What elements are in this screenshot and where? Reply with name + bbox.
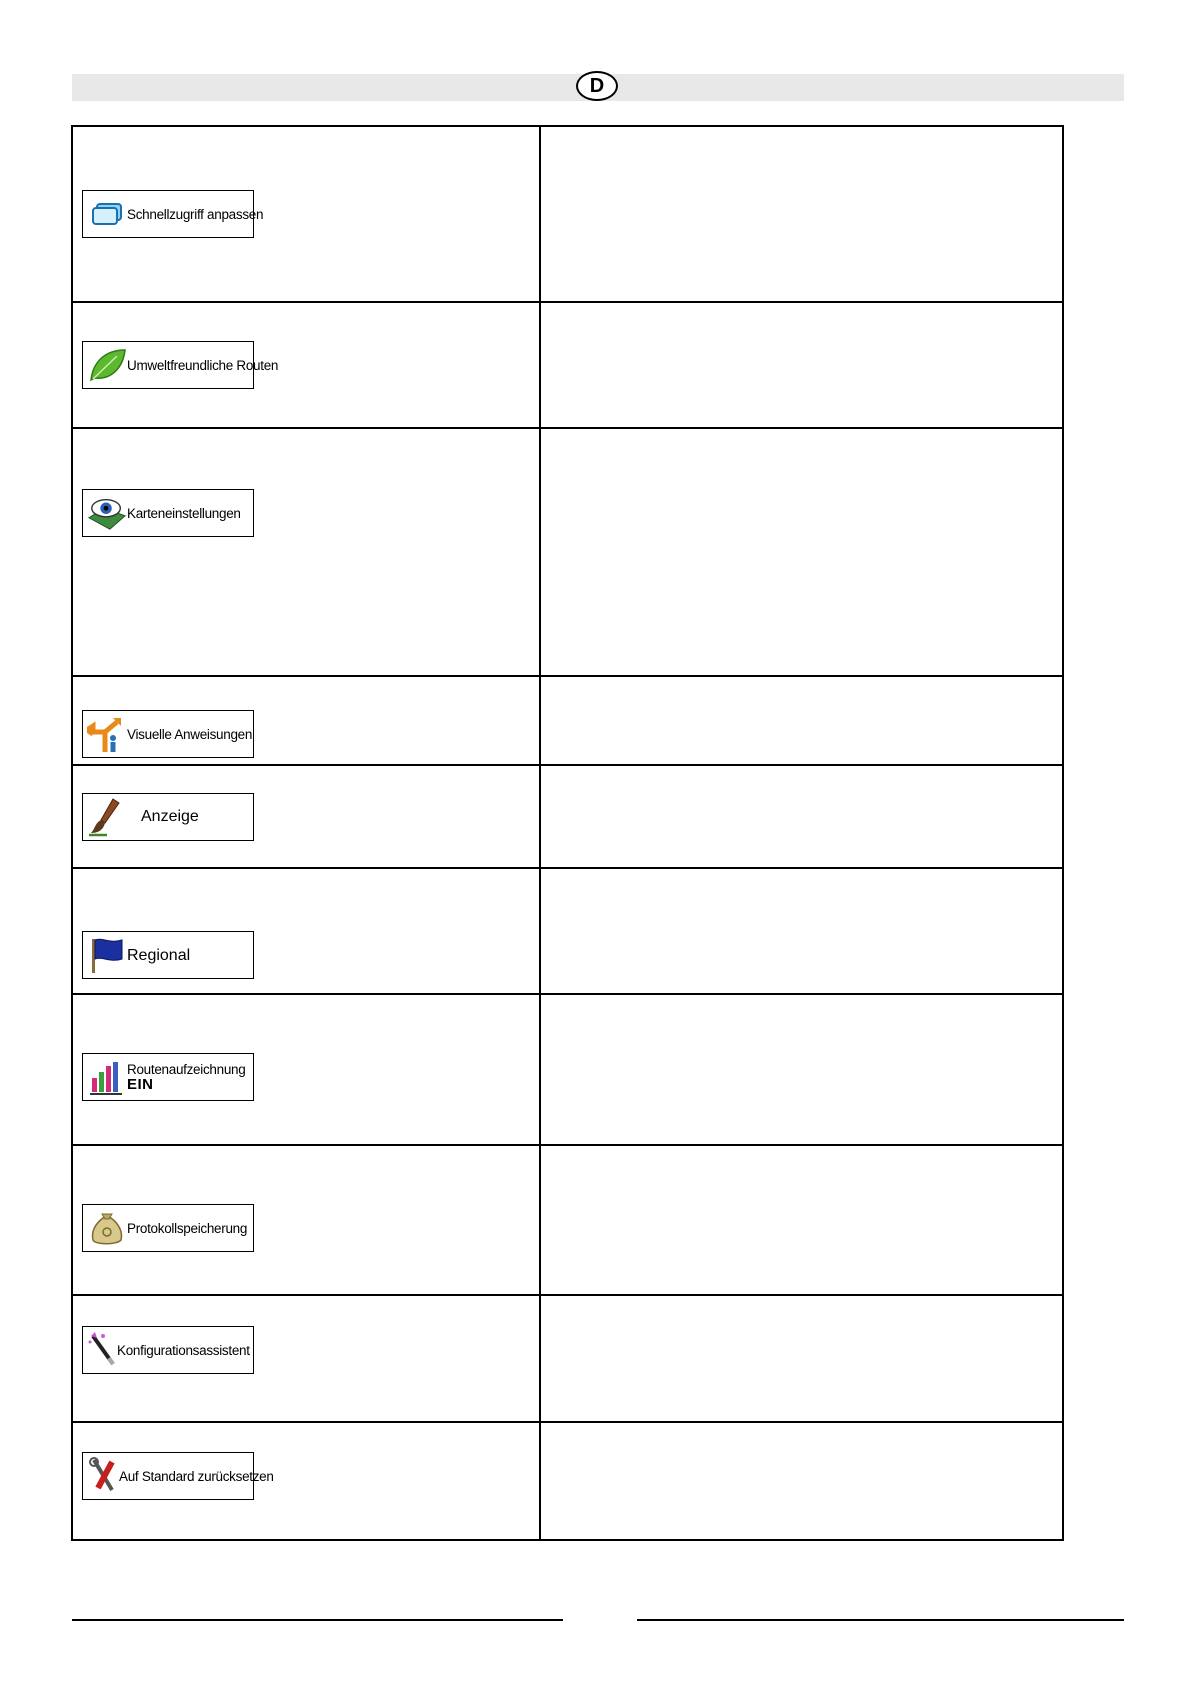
magic-wand-icon <box>87 1330 117 1370</box>
button-label: Umweltfreundliche Routen <box>127 357 279 373</box>
table-row <box>72 868 1063 994</box>
protokollspeicherung-button[interactable] <box>82 1204 254 1252</box>
button-label: Protokollspeicherung <box>127 1220 248 1236</box>
button-cell <box>72 302 540 428</box>
description-cell <box>540 1422 1063 1540</box>
quick-access-icon <box>87 194 127 234</box>
bar-chart-icon <box>87 1057 127 1097</box>
table-row <box>72 302 1063 428</box>
konfigurationsassistent-button[interactable] <box>82 1326 254 1374</box>
button-label: Visuelle Anweisungen <box>127 726 253 742</box>
karteneinstellungen-button[interactable] <box>82 489 254 537</box>
button-label: Anzeige <box>141 808 199 825</box>
green-leaf-icon <box>87 345 127 385</box>
button-cell <box>72 994 540 1145</box>
visuelle-anweisungen-button[interactable] <box>82 710 254 758</box>
description-cell <box>540 868 1063 994</box>
description-cell <box>540 765 1063 868</box>
button-cell <box>72 868 540 994</box>
reset-tools-icon <box>87 1456 119 1496</box>
description-cell <box>540 302 1063 428</box>
button-cell <box>72 1422 540 1540</box>
button-label: Konfigurationsassistent <box>117 1342 250 1358</box>
turn-info-icon <box>87 714 127 754</box>
button-label-text: Routenaufzeichnung <box>127 1062 246 1077</box>
paintbrush-icon <box>87 797 127 837</box>
table-row <box>72 126 1063 302</box>
table-row <box>72 994 1063 1145</box>
table-row <box>72 428 1063 676</box>
button-cell <box>72 126 540 302</box>
table-row <box>72 1422 1063 1540</box>
settings-table <box>71 125 1064 1541</box>
table-row <box>72 1145 1063 1295</box>
money-bag-icon <box>87 1208 127 1248</box>
description-cell <box>540 994 1063 1145</box>
table-row <box>72 1295 1063 1422</box>
description-cell <box>540 126 1063 302</box>
button-cell <box>72 765 540 868</box>
button-cell <box>72 428 540 676</box>
status-value: EIN <box>127 1076 154 1093</box>
schnellzugriff-button[interactable] <box>82 190 264 238</box>
anzeige-button[interactable] <box>82 793 254 841</box>
table-row <box>72 676 1063 765</box>
description-cell <box>540 676 1063 765</box>
button-label <box>127 1062 245 1092</box>
button-cell <box>72 1145 540 1295</box>
footer-rule-left <box>72 1619 563 1621</box>
eye-map-icon <box>87 493 127 533</box>
language-badge: D <box>576 71 618 101</box>
button-label: Karteneinstellungen <box>127 505 241 521</box>
description-cell <box>540 1145 1063 1295</box>
button-cell <box>72 1295 540 1422</box>
description-cell <box>540 428 1063 676</box>
button-label: Schnellzugriff anpassen <box>127 206 264 222</box>
flag-icon <box>87 935 127 975</box>
routenaufzeichnung-button[interactable] <box>82 1053 254 1101</box>
regional-button[interactable] <box>82 931 254 979</box>
umweltfreundliche-routen-button[interactable] <box>82 341 279 389</box>
button-cell <box>72 676 540 765</box>
button-label: Regional <box>127 946 191 964</box>
table-row <box>72 765 1063 868</box>
auf-standard-zuruecksetzen-button[interactable] <box>82 1452 274 1500</box>
button-label: Auf Standard zurücksetzen <box>119 1468 274 1484</box>
description-cell <box>540 1295 1063 1422</box>
footer-rule-right <box>637 1619 1124 1621</box>
